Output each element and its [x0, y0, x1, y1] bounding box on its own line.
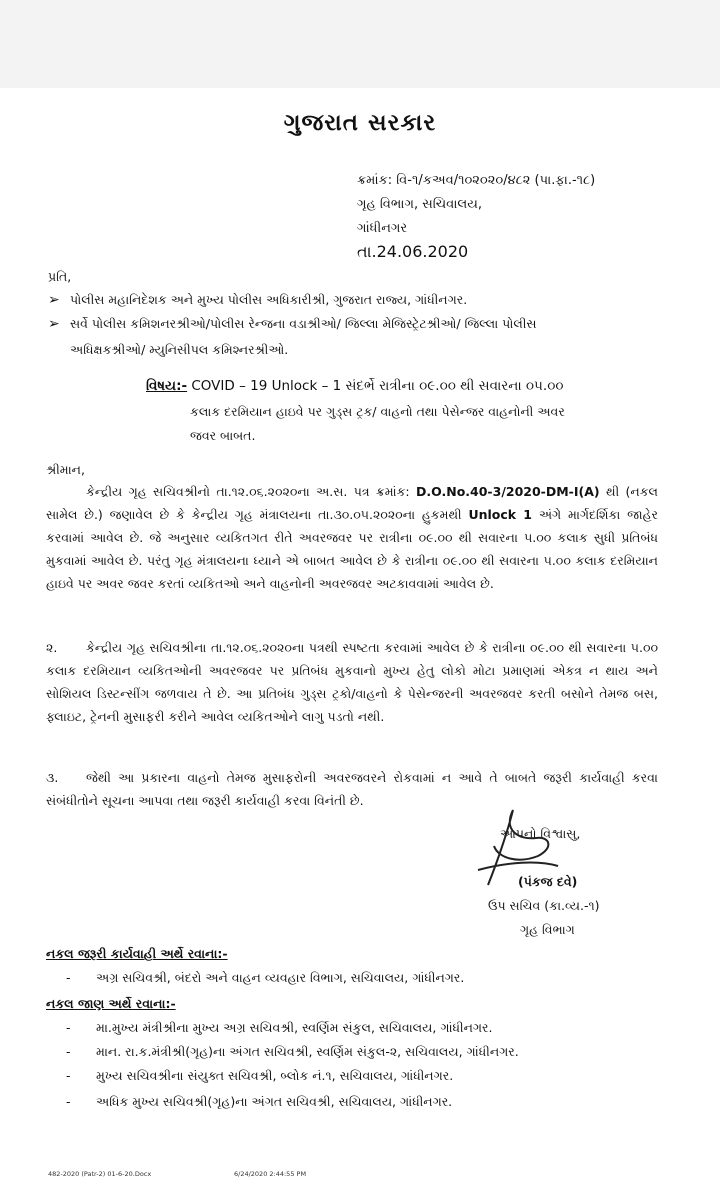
copy-info-item-text: અધિક મુખ્ય સચિવશ્રી(ગૃહ)ના અંગત સચિવશ્રી, સચિવાલય, ગાંધીનગર. — [96, 1094, 453, 1109]
recipient-1 — [48, 292, 467, 308]
top-margin-bar — [0, 0, 720, 88]
copy-info-item — [66, 1068, 453, 1084]
copy-info-item-text: મુખ્ય સચિવશ્રીના સંયુક્ત સચિવશ્રી, બ્લોક નં.૧, સચિવાલય, ગાંધીનગર. — [96, 1068, 454, 1083]
recipient-1-text: પોલીસ મહાનિદેશક અને મુખ્ય પોલીસ અધિકારીશ્રી, ગુજરાત રાજ્ય, ગાંધીનગર. — [70, 292, 468, 307]
copy-action-heading: નકલ જરૂરી કાર્યવાહી અર્થે રવાના:- — [46, 946, 228, 961]
subject-line-1 — [146, 378, 563, 394]
reference-number: ક્રમાંક: વિ-૧/કઅવ/૧૦૨૦૨૦/૪૮૨ (પા.ફા.-૧૮) — [357, 173, 596, 188]
recipient-2-text: સર્વે પોલીસ કમિશનરશ્રીઓ/પોલીસ રેન્જના વડાશ્રીઓ/ જિલ્લા મેજિસ્ટ્રેટશ્રીઓ/ જિલ્લા પોલીસ — [70, 316, 537, 331]
p2-number: ૨. — [46, 640, 58, 655]
subject-text-1: COVID – 19 Unlock – 1 સંદર્ભે રાત્રીના ૦૯.૦૦ થી સવારના ૦૫.૦૦ — [187, 378, 564, 394]
salutation: શ્રીમાન, — [46, 462, 85, 477]
dash-bullet-icon: - — [66, 970, 71, 985]
dash-bullet-icon: - — [66, 1044, 71, 1059]
p1-text-c: અંગે માર્ગદર્શિકા જાહેર કરવામાં આવેલ છે. જે અનુસાર વ્યકિતગત રીતે અવરજવર પર રાત્રીના ૦૯.૦૦ થી સવારના ૫.૦૦ કલાક સુધી પ્રતિબંધ મુકવામાં આવેલ છે. પરંતુ ગૃહ મંત્રાલયના ધ્યાને એ બાબત આવેલ છે કે રાત્રીના ૦૯.૦૦ થી સવારના ૫.૦૦ કલાક દરમિયાન હાઇવે પર અવર જવર કરતાં વ્યકિતઓ અને વાહનોની અવરજવર અટકાવવામાં આવેલ છે. — [46, 507, 658, 591]
copy-info-item — [66, 1020, 492, 1036]
p3-text: જેથી આ પ્રકારના વાહનો તેમજ મુસાફરોની અવરજવરને રોકવામાં ન આવે તે બાબતે જરૂરી કાર્યવાહી કરવા સંબંધીતોને સૂચના આપવા તથા જરૂરી કાર્યવાહી કરવા વિનંતી છે. — [46, 770, 658, 808]
paragraph-1 — [46, 480, 658, 595]
closing: આપનો વિશ્વાસુ, — [500, 826, 581, 841]
paragraph-2 — [46, 636, 658, 728]
footer-timestamp: 6/24/2020 2:44:55 PM — [234, 1170, 307, 1178]
footer-filename: 482-2020 (Patr-2) 01-6-20.Docx — [48, 1170, 152, 1178]
copy-action-item-text: અગ્ર સચિવશ્રી, બંદરો અને વાહન વ્યવહાર વિભાગ, સચિવાલય, ગાંધીનગર. — [96, 970, 465, 985]
dash-bullet-icon: - — [66, 1094, 71, 1109]
page-title: ગુજરાત સરકાર — [283, 110, 437, 136]
p1-text-b: થી (નકલ સામેલ છે.) જણાવેલ છે કે કેન્દ્રીય ગૃહ મંત્રાલયના તા.૩૦.૦૫.૨૦૨૦ના હુકમથી — [46, 484, 658, 522]
reference-city: ગાંધીનગર — [357, 221, 408, 236]
signatory-designation: ઉપ સચિવ (કા.વ્ય.-૧) — [488, 898, 600, 913]
p3-number: ૩. — [46, 770, 59, 785]
recipient-2 — [48, 316, 537, 332]
dash-bullet-icon: - — [66, 1068, 71, 1083]
to-label: પ્રતિ, — [48, 269, 72, 284]
p1-unlock: Unlock 1 — [468, 507, 533, 522]
p2-text: કેન્દ્રીય ગૃહ સચિવશ્રીના તા.૧૨.૦૬.૨૦૨૦ના પત્રથી સ્પષ્ટતા કરવામાં આવેલ છે કે રાત્રીના ૦૯.૦૦ થી સવારના ૫.૦૦ કલાક દરમિયાન વ્યકિતઓની અવરજવર પર પ્રતિબંધ મુકવાનો મુખ્ય હેતુ લોકો મોટા પ્રમાણમાં એકત્ર ન થાય અને સોશિયલ ડિસ્ટન્સીંગ જળવાય તે છે. આ પ્રતિબંધ ગુડ્સ ટ્રકો/વાહનો કે પેસેન્જરની અવરજવર કરતી બસોને તેમજ બસ, ફ્લાઇટ, ટ્રેનની મુસાફરી કરીને આવેલ વ્યકિતઓને લાગુ પડતો નથી. — [46, 640, 658, 724]
subject-line-3: જવર બાબત. — [190, 428, 256, 443]
signatory-name: (પંકજ દવે) — [518, 874, 578, 889]
copy-info-item — [66, 1044, 519, 1060]
subject-label: વિષય:- — [146, 378, 188, 394]
dash-bullet-icon: - — [66, 1020, 71, 1035]
p1-ref: D.O.No.40-3/2020-DM-I(A) — [416, 484, 600, 499]
copy-info-item-text: મા.મુખ્ય મંત્રીશ્રીના મુખ્ય અગ્ર સચિવશ્રી, સ્વર્ણિમ સંકુલ, સચિવાલય, ગાંધીનગર. — [96, 1020, 493, 1035]
subject-line-2: કલાક દરમિયાન હાઇવે પર ગુડ્સ ટ્રક/ વાહનો તથા પેસેન્જર વાહનોની અવર — [190, 404, 565, 419]
arrow-bullet-icon: ➢ — [48, 292, 60, 308]
copy-info-item — [66, 1094, 452, 1110]
reference-department: ગૃહ વિભાગ, સચિવાલય, — [357, 197, 483, 212]
copy-action-item — [66, 970, 464, 986]
p1-text-a: કેન્દ્રીય ગૃહ સચિવશ્રીનો તા.૧૨.૦૬.૨૦૨૦ના અ.સ. પત્ર ક્રમાંક: — [86, 484, 417, 499]
recipient-2-cont: અધિક્ષકશ્રીઓ/ મ્યુનિસીપલ કમિશ્નરશ્રીઓ. — [70, 342, 289, 357]
arrow-bullet-icon: ➢ — [48, 316, 60, 332]
letter-date: તા.24.06.2020 — [357, 242, 469, 261]
signatory-department: ગૃહ વિભાગ — [520, 922, 575, 937]
copy-info-item-text: માન. રા.ક.મંત્રીશ્રી(ગૃહ)ના અંગત સચિવશ્રી, સ્વર્ણિમ સંકુલ-૨, સચિવાલય, ગાંધીનગર. — [96, 1044, 519, 1059]
copy-info-heading: નકલ જાણ અર્થે રવાના:- — [46, 996, 176, 1011]
